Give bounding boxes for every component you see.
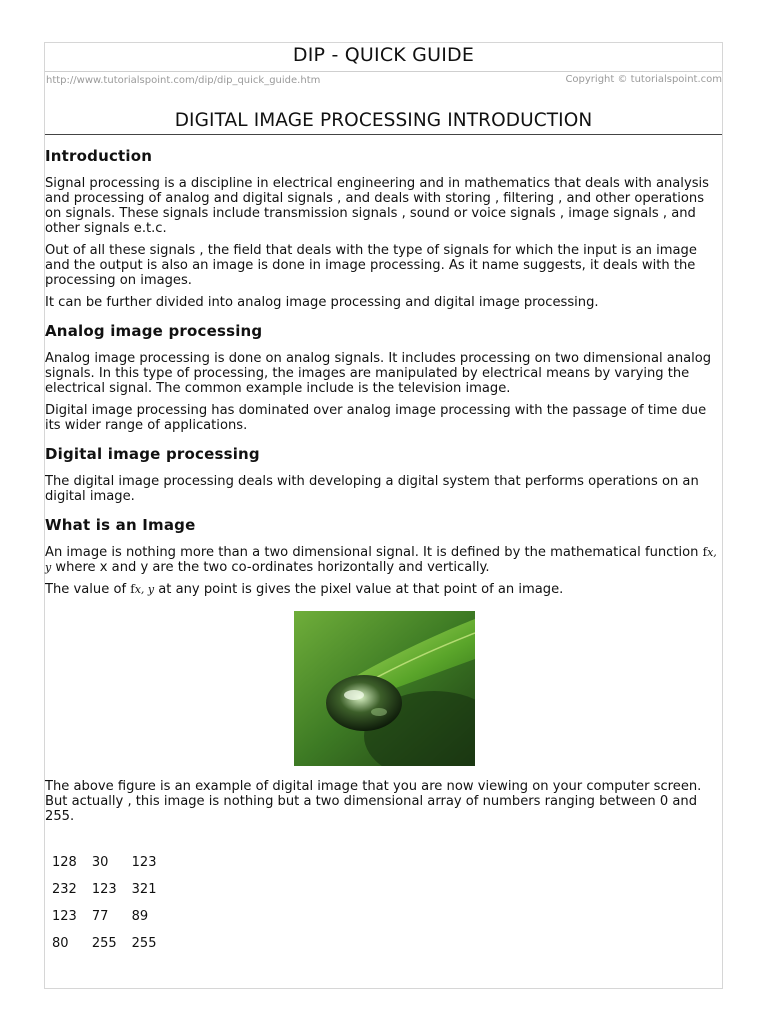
matrix-row (49, 876, 168, 903)
source-url[interactable]: http://www.tutorialspoint.com/dip/dip_quick_guide.htm (46, 75, 321, 86)
matrix-cell: 30 (91, 855, 109, 870)
leaf-water-drop-image (294, 611, 475, 766)
pixel-value-matrix (49, 849, 168, 957)
matrix-cell: 77 (91, 909, 109, 924)
matrix-cell: 123 (52, 909, 77, 924)
matrix-cell: 128 (52, 855, 77, 870)
intro-paragraph-2: Out of all these signals , the field that deals with the type of signals for which the input is an image and the output is also an image is done in image processing. As it name suggests, it deals with the processing on images. (45, 243, 697, 288)
matrix-row (49, 930, 168, 957)
image-p2-text-a: The value of (45, 582, 131, 597)
heading-introduction: Introduction (45, 147, 153, 165)
image-p1-text-a: An image is nothing more than a two dimensional signal. It is defined by the mathematical function (45, 545, 703, 560)
heading-digital: Digital image processing (45, 445, 260, 463)
document-body (45, 147, 722, 957)
matrix-row (49, 903, 168, 930)
analog-paragraph-2: Digital image processing has dominated over analog image processing with the passage of time due its wider range of applications. (45, 403, 707, 433)
image-p1-text-b: where x and y are the two co-ordinates horizontally and vertically. (51, 560, 490, 575)
heading-analog: Analog image processing (45, 322, 263, 340)
banner-title: DIP - QUICK GUIDE (292, 44, 475, 66)
matrix-cell: 321 (131, 882, 157, 897)
matrix-cell: 255 (91, 936, 117, 951)
function-args: x, y (45, 546, 717, 574)
intro-paragraph-3: It can be further divided into analog image processing and digital image processing. (45, 295, 599, 310)
image-paragraph-3: The above figure is an example of digital image that you are now viewing on your computer screen. But actually , this image is nothing but a two dimensional array of numbers ranging between 0 and 255. (45, 779, 702, 824)
intro-paragraph-1: Signal processing is a discipline in electrical engineering and in mathematics that deals with analysis and processing of analog and digital signals , and deals with storing , filtering , and other operations on signals. These signals include transmission signals , sound or voice signals , image signals , and other signals e.t.c. (45, 176, 709, 236)
matrix-cell: 255 (131, 936, 157, 951)
page (44, 42, 723, 989)
matrix-cell: 123 (91, 882, 117, 897)
function-notation (130, 582, 154, 596)
url-row (45, 71, 722, 91)
matrix-cell: 123 (131, 855, 157, 870)
function-name: f (702, 545, 708, 559)
digital-paragraph-1: The digital image processing deals with developing a digital system that performs operations on an digital image. (45, 474, 699, 504)
matrix-cell: 232 (52, 882, 77, 897)
matrix-row (49, 849, 168, 876)
heading-what-is-image: What is an Image (45, 516, 196, 534)
document-title: DIGITAL IMAGE PROCESSING INTRODUCTION (45, 91, 722, 135)
image-paragraph-1 (45, 545, 722, 575)
image-paragraph-2 (45, 582, 722, 597)
function-name: f (130, 582, 135, 596)
copyright-text: Copyright © tutorialspoint.com (565, 74, 722, 85)
image-p2-text-b: at any point is gives the pixel value at that point of an image. (154, 582, 564, 597)
matrix-cell: 89 (131, 909, 149, 924)
matrix-cell: 80 (52, 936, 69, 951)
function-args: x, y (134, 583, 155, 596)
analog-paragraph-1: Analog image processing is done on analog signals. It includes processing on two dimensional analog signals. In this type of processing, the images are manipulated by electrical means by varying the electrical signal. The common example include is the television image. (45, 351, 712, 396)
